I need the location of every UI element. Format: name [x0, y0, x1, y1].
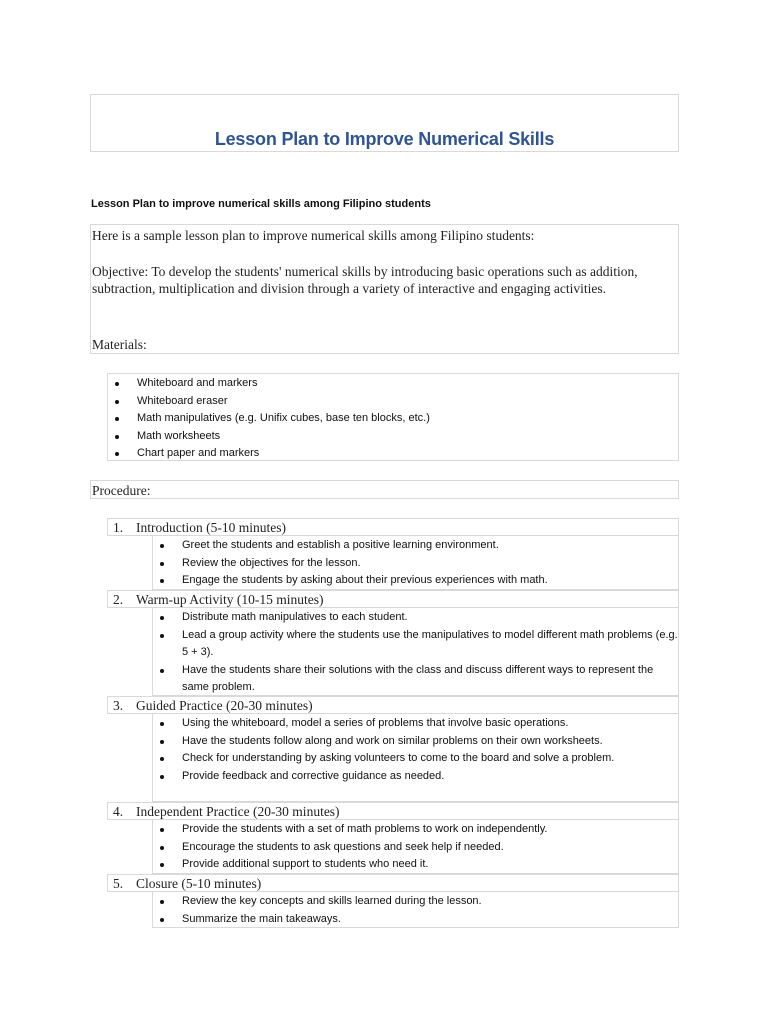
step-label: Guided Practice (20-30 minutes) — [136, 698, 313, 713]
step-items — [153, 893, 678, 928]
title-box — [90, 94, 679, 152]
bullet-icon — [115, 435, 119, 439]
step-number: 4. — [113, 804, 124, 819]
list-item: Whiteboard and markers — [108, 375, 678, 393]
bullet-icon — [160, 544, 164, 548]
bullet-icon — [115, 400, 119, 404]
list-item: Math worksheets — [108, 428, 678, 446]
bullet-icon — [160, 757, 164, 761]
bullet-icon — [160, 740, 164, 744]
bullet-icon — [160, 863, 164, 867]
step-row — [107, 590, 679, 608]
list-item: Engage the students by asking about their previous experiences with math. — [153, 572, 678, 590]
bullet-icon — [160, 579, 164, 583]
step-items — [153, 821, 678, 874]
bullet-icon — [115, 417, 119, 421]
step-items-box — [152, 820, 679, 874]
bullet-icon — [115, 382, 119, 386]
bullet-icon — [160, 616, 164, 620]
list-item: Greet the students and establish a positive learning environment. — [153, 537, 678, 555]
objective-text: Objective: To develop the students' numerical skills by introducing basic operations such as addition, subtraction, multiplication and division through a variety of interactive and engaging activities. — [92, 264, 638, 296]
step-row — [107, 518, 679, 536]
step-number: 3. — [113, 698, 124, 713]
bullet-icon — [160, 562, 164, 566]
list-item: Check for understanding by asking volunteers to come to the board and solve a problem. — [153, 750, 678, 768]
materials-list — [108, 375, 678, 463]
step-number: 2. — [113, 592, 124, 607]
bullet-icon — [160, 828, 164, 832]
list-item: Math manipulatives (e.g. Unifix cubes, base ten blocks, etc.) — [108, 410, 678, 428]
procedure-heading-box — [90, 480, 679, 499]
bullet-icon — [115, 452, 119, 456]
list-item: Have the students follow along and work on similar problems on their own worksheets. — [153, 733, 678, 751]
step-row — [107, 696, 679, 714]
list-item: Have the students share their solutions with the class and discuss different ways to represent the same problem. — [153, 662, 678, 697]
list-item: Provide feedback and corrective guidance as needed. — [153, 768, 678, 786]
bullet-icon — [160, 900, 164, 904]
materials-heading: Materials: — [92, 337, 147, 352]
bullet-icon — [160, 634, 164, 638]
step-items-box — [152, 714, 679, 802]
list-item: Review the objectives for the lesson. — [153, 555, 678, 573]
intro-box — [90, 224, 679, 354]
list-item: Whiteboard eraser — [108, 393, 678, 411]
list-item: Lead a group activity where the students use the manipulatives to model different math problems (e.g. 5 + 3). — [153, 627, 678, 662]
intro-text: Here is a sample lesson plan to improve numerical skills among Filipino students: — [92, 228, 535, 243]
list-item: Summarize the main takeaways. — [153, 911, 678, 929]
step-number: 1. — [113, 520, 124, 535]
page-title: Lesson Plan to Improve Numerical Skills — [214, 129, 555, 149]
list-item: Review the key concepts and skills learned during the lesson. — [153, 893, 678, 911]
step-items — [153, 609, 678, 697]
step-items — [153, 537, 678, 590]
step-label: Closure (5-10 minutes) — [136, 876, 262, 891]
step-row — [107, 802, 679, 820]
subtitle: Lesson Plan to improve numerical skills among Filipino students — [91, 198, 431, 210]
bullet-icon — [160, 918, 164, 922]
bullet-icon — [160, 775, 164, 779]
step-row — [107, 874, 679, 892]
bullet-icon — [160, 669, 164, 673]
list-item: Chart paper and markers — [108, 445, 678, 463]
list-item: Provide the students with a set of math problems to work on independently. — [153, 821, 678, 839]
materials-list-box — [107, 373, 679, 461]
step-label: Introduction (5-10 minutes) — [136, 520, 286, 535]
procedure-heading: Procedure: — [92, 483, 151, 498]
list-item: Distribute math manipulatives to each student. — [153, 609, 678, 627]
step-label: Warm-up Activity (10-15 minutes) — [136, 592, 324, 607]
list-item: Provide additional support to students who need it. — [153, 856, 678, 874]
step-items-box — [152, 892, 679, 928]
step-items — [153, 715, 678, 785]
bullet-icon — [160, 722, 164, 726]
step-items-box — [152, 536, 679, 590]
list-item: Encourage the students to ask questions and seek help if needed. — [153, 839, 678, 857]
step-label: Independent Practice (20-30 minutes) — [136, 804, 340, 819]
step-number: 5. — [113, 876, 124, 891]
list-item: Using the whiteboard, model a series of problems that involve basic operations. — [153, 715, 678, 733]
bullet-icon — [160, 846, 164, 850]
step-items-box — [152, 608, 679, 696]
